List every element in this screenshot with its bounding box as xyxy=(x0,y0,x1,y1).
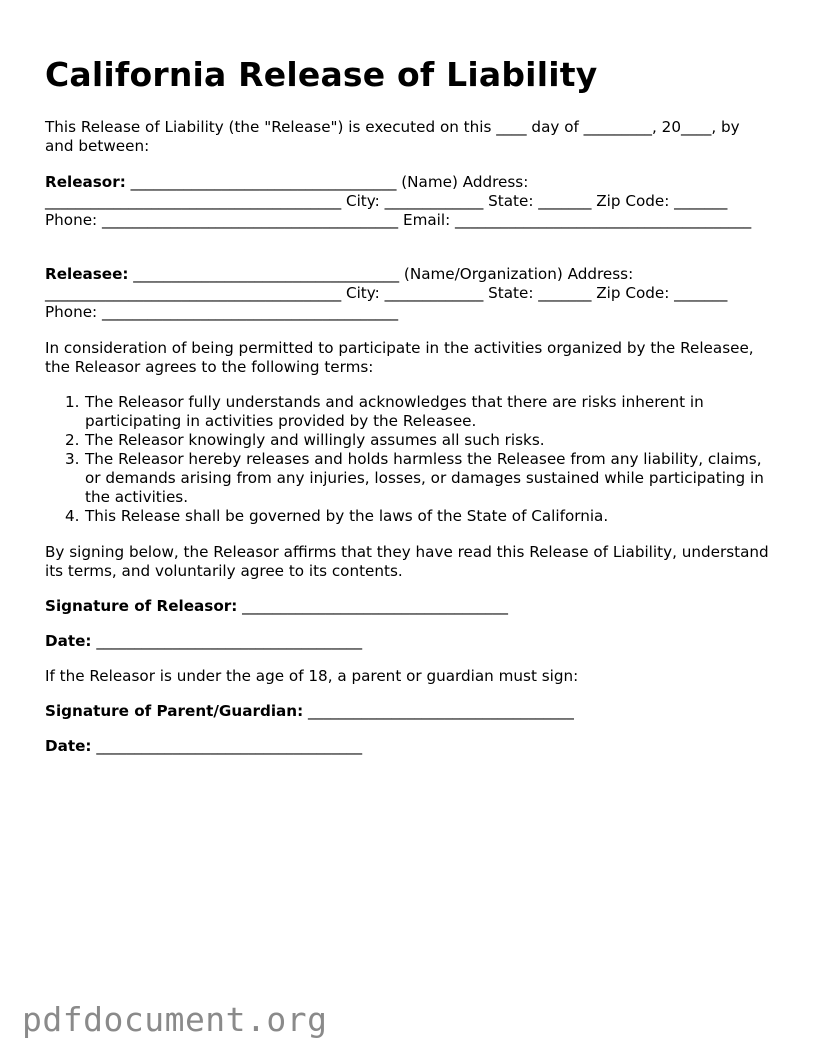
list-item xyxy=(45,431,770,450)
releasee-fields: ___________________________________ (Name/Organization) Address: _______________________________________ City: _____________ State: _______ Zip Code: _______ Phone: _______________________________________ xyxy=(45,265,728,321)
term-number: 2. xyxy=(65,431,80,449)
term-text: The Releasor hereby releases and holds harmless the Releasee from any liability, claims, or demands arising from any injuries, losses, or damages sustained while participating in the activities. xyxy=(85,450,764,506)
signature-guardian-field[interactable]: ___________________________________ xyxy=(308,702,574,720)
term-number: 3. xyxy=(65,450,80,468)
date-releasor-label: Date: xyxy=(45,632,92,650)
date-guardian-line xyxy=(45,737,770,756)
releasee-block xyxy=(45,265,770,322)
releasor-block xyxy=(45,173,770,230)
page-title: California Release of Liability xyxy=(45,55,598,94)
term-text: The Releasor knowingly and willingly assumes all such risks. xyxy=(85,431,545,449)
signature-releasor-line xyxy=(45,597,770,616)
releasor-fields: ___________________________________ (Name) Address: _______________________________________ City: _____________ State: _______ Zip Code: _______ Phone: _______________________________________ Email: _______________________________________ xyxy=(45,173,752,229)
date-guardian-field[interactable]: ___________________________________ xyxy=(96,737,363,755)
terms-list xyxy=(45,393,770,526)
affirmation-paragraph: By signing below, the Releasor affirms that they have read this Release of Liability, understand its terms, and voluntarily agree to its contents. xyxy=(45,543,769,580)
releasee-label: Releasee: xyxy=(45,265,129,283)
term-number: 4. xyxy=(65,507,80,525)
list-item xyxy=(45,450,770,507)
term-text: This Release shall be governed by the laws of the State of California. xyxy=(85,507,609,525)
releasor-label: Releasor: xyxy=(45,173,126,191)
signature-guardian-label: Signature of Parent/Guardian: xyxy=(45,702,304,720)
term-text: The Releasor fully understands and acknowledges that there are risks inherent in participating in activities provided by the Releasee. xyxy=(85,393,704,430)
consideration-paragraph: In consideration of being permitted to participate in the activities organized by the Releasee, the Releasor agrees to the following terms: xyxy=(45,339,754,376)
date-releasor-line xyxy=(45,632,770,651)
watermark: pdfdocument.org xyxy=(22,1000,328,1039)
list-item xyxy=(45,507,770,526)
signature-guardian-line xyxy=(45,702,770,721)
signature-releasor-label: Signature of Releasor: xyxy=(45,597,238,615)
term-number: 1. xyxy=(65,393,80,411)
date-releasor-field[interactable]: ___________________________________ xyxy=(96,632,363,650)
signature-releasor-field[interactable]: ___________________________________ xyxy=(242,597,508,615)
list-item xyxy=(45,393,770,431)
date-guardian-label: Date: xyxy=(45,737,92,755)
minor-notice: If the Releasor is under the age of 18, a parent or guardian must sign: xyxy=(45,667,579,685)
intro-paragraph: This Release of Liability (the "Release") is executed on this ____ day of _________, 20____, by and between: xyxy=(45,118,740,155)
